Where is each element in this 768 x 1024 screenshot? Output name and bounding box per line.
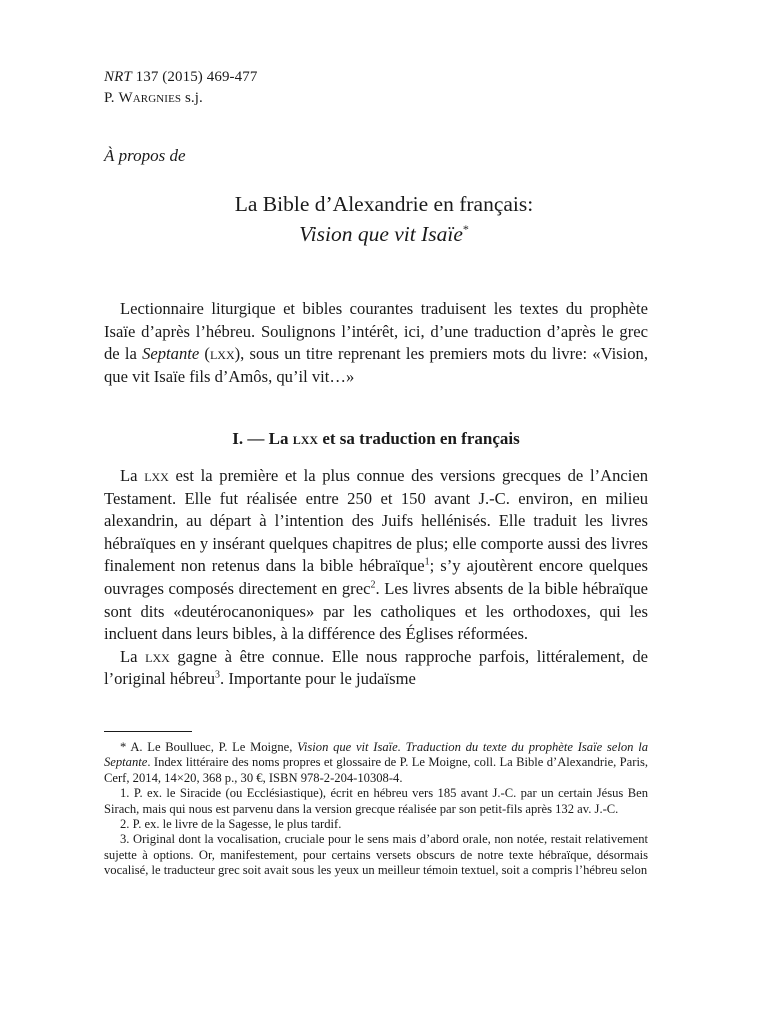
p2-text-c: . Importante pour le judaïsme	[220, 669, 416, 689]
author-initial: P.	[104, 90, 119, 106]
p1-text-c: ; s’y ajoutèrent encore quelques ouvrages composés directement en grec	[104, 556, 648, 598]
journal-volume-pages: 137 (2015) 469-477	[131, 69, 258, 85]
intro-lxx: lxx	[209, 344, 235, 364]
footnote-ref-3: 3	[215, 669, 221, 681]
footnote-ref-2: 2	[370, 579, 376, 591]
title-footnote-marker: *	[462, 222, 469, 236]
footnote-3: 3. Original dont la vocalisation, cruciale pour le sens mais d’abord orale, non notée, restait relativement sujette à options. Or, manifestement, pour certains versets obscurs de notre texte hébraïque, désormais vocalisé, le traducteur grec soit avait sous les yeux un meilleur témoin textuel, soit a compris l’hébreu selon	[104, 832, 648, 878]
body-paragraph-1	[104, 465, 648, 646]
footnote-rule	[104, 731, 192, 732]
body-paragraph-2	[104, 646, 648, 691]
footnote-star-text-a: A. Le Boulluec, P. Le Moigne,	[130, 740, 298, 754]
intro-septante: Septante	[142, 344, 200, 364]
title-line-2	[104, 217, 664, 247]
title-line-2-text: Vision que vit Isaïe	[299, 222, 463, 247]
rubric-label: À propos de	[104, 146, 186, 165]
main-body	[104, 465, 648, 691]
p1-text-b: est la première et la plus connue des versions grecques de l’Ancien Testament. Elle fut réalisée entre 250 et 150 avant J.-C. environ, en milieu alexandrin, au départ à l’intention des Juifs hellénisés. Elle traduit les livres hébraïques en y insérant quelques chapitres de plus; elle comporte aussi des livres finalement non retenus dans la bible hébraïque	[104, 466, 648, 576]
footnote-star	[104, 740, 648, 786]
footnotes	[104, 740, 648, 879]
article-title	[104, 192, 664, 247]
section-lxx: lxx	[292, 429, 319, 448]
journal-citation	[104, 67, 257, 88]
p2-text-a: La	[120, 646, 146, 666]
intro-paragraph	[104, 298, 648, 388]
section-prefix: I. — La	[232, 429, 293, 448]
footnote-star-title: Vision que vit Isaïe. Traduction du texte du prophète Isaïe selon la Septante	[104, 740, 648, 770]
section-heading	[104, 429, 648, 449]
author-name: Wargnies	[118, 90, 182, 106]
p1-text-a: La	[120, 466, 145, 485]
intro-text-2: (	[199, 344, 210, 364]
footnote-ref-1: 1	[424, 556, 430, 568]
footnote-1: 1. P. ex. le Siracide (ou Ecclésiastique), écrit en hébreu vers 185 avant J.-C. par un certain Jésus Ben Sirach, mais qui nous est parvenu dans la version grecque réalisée par son petit-fils après 132 av. J.-C.	[104, 786, 648, 816]
footnote-star-marker: *	[120, 740, 131, 754]
intro-text-3: ), sous un titre reprenant les premiers mots du livre: «Vision, que vit Isaïe fils d’Amôs, qu’il vit…»	[104, 344, 648, 386]
p2-text-b: gagne à être connue. Elle nous rapproche parfois, littéralement, de l’original hébreu	[104, 646, 648, 689]
journal-abbrev: NRT	[104, 69, 132, 85]
running-header	[104, 67, 257, 109]
p2-lxx: lxx	[145, 646, 170, 666]
p1-text-d: . Les livres absents de la bible hébraïque sont dits «deutérocanoniques» par les catholiques et les orthodoxes, qui les incluent dans leurs bibles, à la différence des Églises réformées.	[104, 578, 648, 644]
section-suffix: et sa traduction en français	[318, 429, 520, 448]
p1-lxx: lxx	[144, 466, 169, 485]
author-suffix: s.j.	[181, 90, 203, 106]
article-author	[104, 88, 257, 109]
title-line-1: La Bible d’Alexandrie en français:	[234, 192, 534, 216]
footnote-star-text-b: . Index littéraire des noms propres et glossaire de P. Le Moigne, coll. La Bible d’Alexandrie, Paris, Cerf, 2014, 14×20, 368 p., 30 €, ISBN 978-2-204-10308-4.	[104, 755, 648, 785]
footnote-2: 2. P. ex. le livre de la Sagesse, le plus tardif.	[120, 817, 342, 832]
intro-text-1: Lectionnaire liturgique et bibles courantes traduisent les textes du prophète Isaïe d’après l’hébreu. Soulignons l’intérêt, ici, d’une traduction d’après le grec de la	[104, 299, 648, 364]
